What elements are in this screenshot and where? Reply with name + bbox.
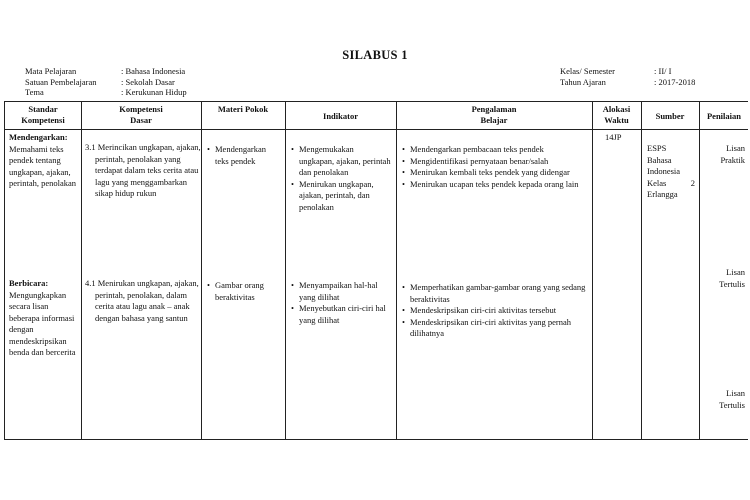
sumber-kelas: Kelas	[647, 177, 667, 188]
list-item: • Menyampaikan hal-hal yang dilihat	[291, 280, 391, 303]
standar-text: Memahami teks pendek tentang ungkapan, ajakan, perintah, penolakan	[9, 143, 77, 188]
row2-penilaian-2	[701, 388, 745, 411]
standar-text: Mengungkapkan secara lisan beberapa informasi dengan mendeskripsikan benda dan bercerita	[9, 289, 76, 357]
sumber-kelas-line	[647, 178, 695, 190]
header-materi-pokok: Materi Pokok	[217, 104, 269, 114]
sumber-kelas-number: 2	[690, 177, 695, 188]
meta-row-mata-pelajaran	[25, 66, 187, 77]
header-standar-kompetensi	[5, 104, 81, 126]
meta-row-satuan	[25, 77, 187, 88]
document-title: SILABUS 1	[342, 48, 408, 62]
list-item: • Menyebutkan ciri-ciri hal yang dilihat	[291, 303, 391, 326]
list-item: • Mendengarkan pembacaan teks pendek	[402, 144, 588, 156]
standar-title: Mendengarkan:	[9, 132, 68, 142]
sumber-line: ESPS	[647, 143, 667, 153]
list-item: • Mendeskripsikan ciri-ciri aktivitas tersebut	[402, 305, 588, 317]
meta-left	[25, 66, 187, 98]
sumber-line: Indonesia	[647, 166, 681, 176]
syllabus-table	[4, 101, 748, 440]
header-line: Pengalaman	[471, 104, 517, 114]
penilaian-line: Lisan	[726, 143, 745, 153]
row2-kompetensi-dasar: 4.1 Menirukan ungkapan, ajakan, perintah, penolakan, dalam cerita atau lagu anak – anak dengan bahasa yang santun	[85, 278, 199, 323]
row2-penilaian-1	[701, 267, 745, 290]
list-item: • Mengemukakan ungkapan, ajakan, perintah dan penolakan	[291, 144, 391, 179]
header-line: Dasar	[130, 115, 152, 125]
penilaian-line: Lisan	[726, 267, 745, 277]
meta-row-tema	[25, 87, 187, 98]
header-pengalaman-belajar	[396, 104, 592, 126]
column-divider	[592, 102, 593, 439]
header-line: Belajar	[480, 115, 508, 125]
list-item: • Gambar orang beraktivitas	[207, 280, 281, 303]
penilaian-line: Tertulis	[719, 278, 745, 289]
meta-label: Kelas/ Semester	[560, 66, 615, 76]
list-item: • Menirukan ungkapan, ajakan, perintah, dan penolakan	[291, 179, 391, 214]
header-divider	[5, 129, 748, 130]
penilaian-line: Praktik	[720, 154, 745, 165]
list-item: • Mengidentifikasi pernyataan benar/salah	[402, 156, 588, 168]
penilaian-line: Tertulis	[719, 399, 745, 410]
column-divider	[699, 102, 700, 439]
sumber-line: Bahasa	[647, 154, 672, 165]
row2-standar	[9, 278, 79, 359]
row1-standar	[9, 132, 79, 190]
row1-materi	[207, 144, 281, 167]
row1-pengalaman	[402, 144, 588, 190]
list-item: • Menirukan kembali teks pendek yang didengar	[402, 167, 588, 179]
meta-value: : Sekolah Dasar	[121, 76, 175, 87]
row1-penilaian	[701, 143, 745, 166]
header-line: Kompetensi	[21, 115, 65, 125]
meta-label: Tema	[25, 87, 44, 97]
header-line: Standar	[28, 104, 58, 114]
column-divider	[396, 102, 397, 439]
list-item: • Menirukan ucapan teks pendek kepada orang lain	[402, 179, 588, 191]
header-sumber: Sumber	[655, 111, 685, 121]
meta-value: : 2017-2018	[654, 76, 696, 87]
meta-value: : Bahasa Indonesia	[121, 66, 186, 76]
row1-kompetensi-dasar: 3.1 Merincikan ungkapan, ajakan, perintah, penolakan yang terdapat dalam teks cerita atau lagu yang menggambarkan sikap hidup rukun	[85, 142, 201, 198]
header-line: Alokasi	[602, 104, 631, 114]
row2-indikator	[291, 280, 391, 326]
row2-pengalaman	[402, 282, 588, 340]
sumber-line: Erlangga	[647, 189, 678, 199]
row1-alokasi: 14JP	[605, 132, 622, 142]
meta-label: Tahun Ajaran	[560, 76, 606, 87]
header-alokasi-waktu	[592, 104, 641, 126]
header-line: Waktu	[604, 115, 629, 125]
meta-label: Mata Pelajaran	[25, 66, 77, 76]
header-indikator: Indikator	[323, 111, 358, 121]
list-item: • Memperhatikan gambar-gambar orang yang sedang beraktivitas	[402, 282, 588, 305]
meta-value: : II/ I	[654, 66, 672, 76]
penilaian-line: Lisan	[726, 388, 745, 398]
column-divider	[285, 102, 286, 439]
meta-row-kelas	[560, 66, 695, 77]
list-item: • Mendengarkan teks pendek	[207, 144, 281, 167]
header-kompetensi-dasar	[81, 104, 201, 126]
meta-value: : Kerukunan Hidup	[121, 87, 187, 97]
row1-indikator	[291, 144, 391, 213]
meta-right	[560, 66, 695, 87]
header-line: Kompetensi	[119, 104, 163, 114]
column-divider	[641, 102, 642, 439]
list-item: • Mendeskripsikan ciri-ciri aktivitas yang pernah dilihatnya	[402, 317, 588, 340]
meta-label: Satuan Pembelajaran	[25, 76, 97, 87]
row1-sumber	[647, 143, 695, 201]
meta-row-tahun-ajaran	[560, 77, 695, 88]
header-penilaian: Penilaian	[706, 111, 741, 121]
standar-title: Berbicara:	[9, 278, 49, 288]
row2-materi	[207, 280, 281, 303]
column-divider	[81, 102, 82, 439]
